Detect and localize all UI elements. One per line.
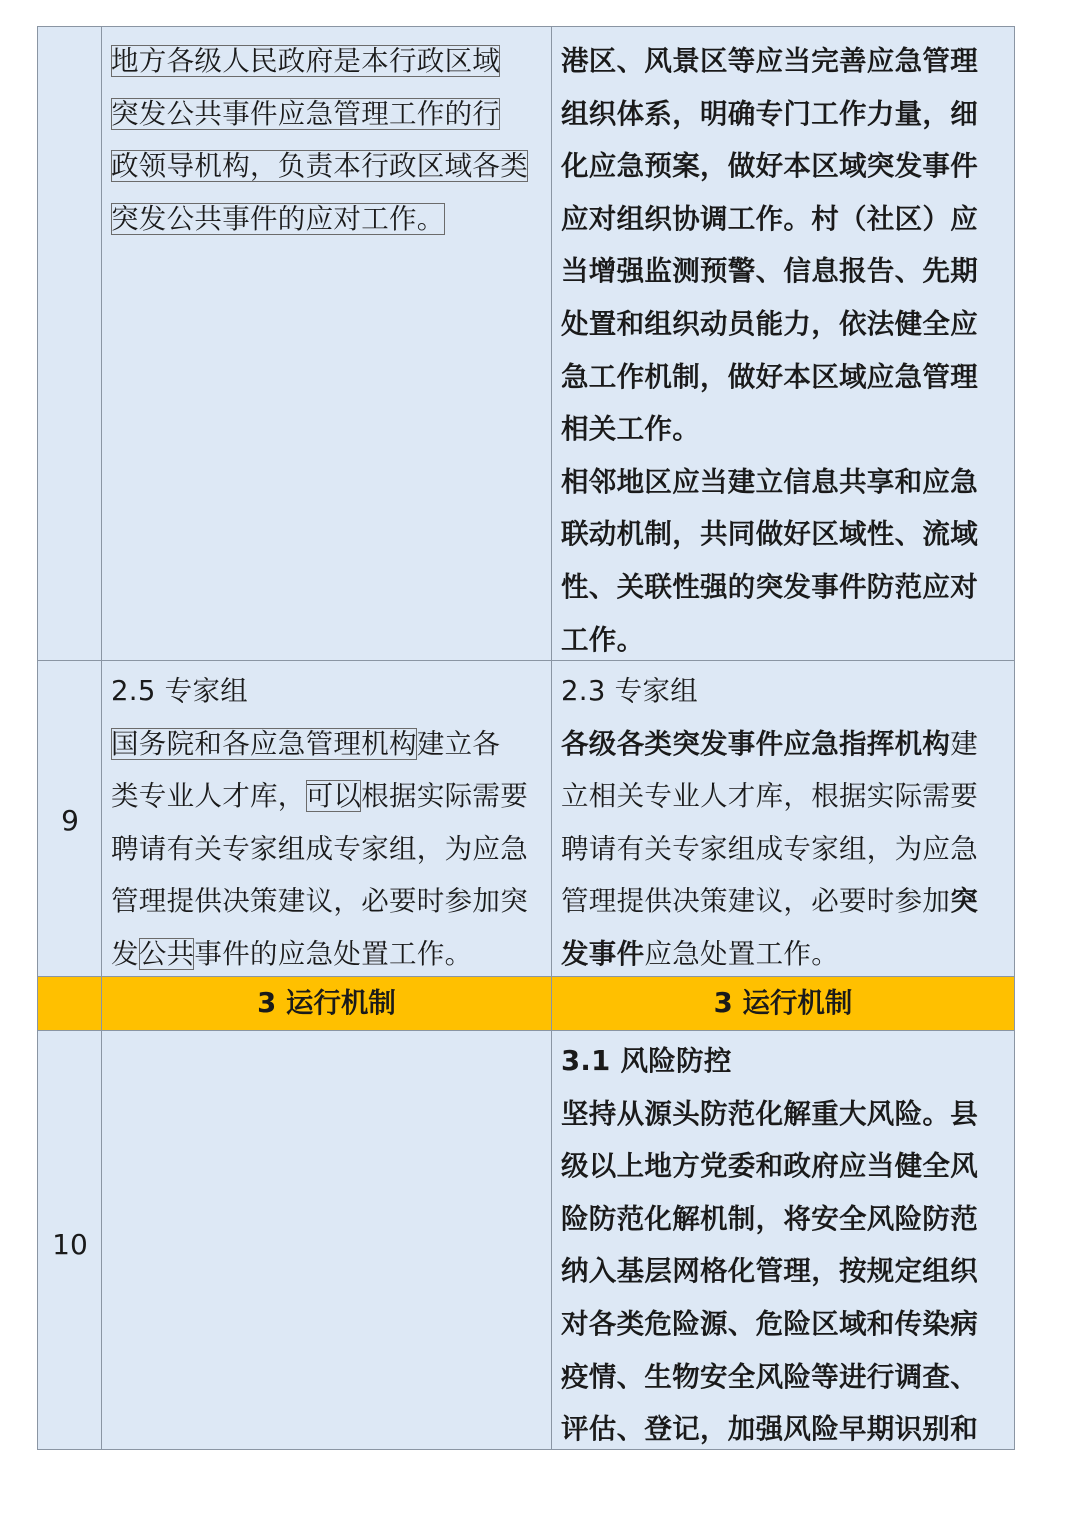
row8-right-line: 急工作机制，做好本区域应急管理 — [561, 360, 978, 393]
row9-left-text: 发 — [111, 937, 139, 970]
row9-left-text: 管理提供决策建议，必要时参加突 — [111, 885, 528, 918]
row8-right-line: 组织体系，明确专门工作力量，细 — [561, 97, 978, 130]
row8-right-cell — [561, 35, 1007, 666]
row9-right-text: 立相关专业人才库，根据实际需要 — [561, 780, 978, 813]
row8-right-line: 处置和组织动员能力，依法健全应 — [561, 307, 978, 340]
row-divider — [38, 1030, 1014, 1031]
row8-right-line: 性、关联性强的突发事件防范应对 — [561, 570, 978, 603]
row9-left-heading: 2.5 专家组 — [111, 675, 249, 707]
section-title-left: 3 运行机制 — [257, 987, 396, 1019]
row8-left-cell — [111, 35, 545, 245]
row10-right-cell — [561, 1035, 1007, 1456]
row9-right-text: 管理提供决策建议，必要时参加 — [561, 885, 951, 918]
row9-left-text: 建立各 — [416, 727, 501, 760]
row9-left-text: 事件的应急处置工作。 — [194, 937, 473, 970]
row10-right-line: 险防范化解机制，将安全风险防范 — [561, 1202, 978, 1235]
row9-right-heading: 2.3 专家组 — [561, 675, 699, 707]
row9-left-text: 类专业人才库， — [111, 780, 306, 813]
row8-right-line: 当增强监测预警、信息报告、先期 — [561, 255, 978, 288]
row8-right-line: 工作。 — [561, 623, 645, 656]
row-number: 10 — [52, 1228, 88, 1261]
row9-left-text: 国务院和各应急管理机构 — [111, 727, 417, 760]
row9-right-text: 应急处置工作。 — [644, 937, 840, 970]
row8-left-line: 突发公共事件应急管理工作的行 — [111, 97, 501, 130]
row9-left-text: 可以 — [305, 780, 362, 813]
row8-right-line: 联动机制，共同做好区域性、流域 — [561, 518, 978, 551]
row9-right-text: 各级各类突发事件应急指挥机构 — [561, 727, 951, 760]
row9-right-cell — [561, 665, 1007, 981]
row10-right-line: 纳入基层网格化管理，按规定组织 — [561, 1255, 978, 1288]
row8-right-line: 应对组织协调工作。村（社区）应 — [561, 202, 978, 235]
row10-right-line: 评估、登记，加强风险早期识别和 — [561, 1413, 978, 1446]
row8-right-line: 相邻地区应当建立信息共享和应急 — [561, 465, 978, 498]
column-divider — [551, 27, 552, 1449]
row10-right-heading: 3.1 风险防控 — [561, 1045, 732, 1077]
row9-right-text: 突 — [950, 885, 979, 918]
row10-right-line: 级以上地方党委和政府应当健全风 — [561, 1150, 978, 1183]
row9-right-text: 建 — [950, 727, 979, 760]
row9-left-cell — [111, 665, 545, 981]
row9-left-text: 聘请有关专家组成专家组，为应急 — [111, 832, 528, 865]
row9-left-text: 根据实际需要 — [361, 780, 529, 813]
row8-right-line: 港区、风景区等应当完善应急管理 — [561, 45, 978, 77]
row8-right-line: 相关工作。 — [561, 413, 700, 446]
comparison-table — [37, 26, 1015, 1450]
section-title-right: 3 运行机制 — [713, 987, 853, 1019]
row8-left-line: 突发公共事件的应对工作。 — [111, 202, 445, 235]
row9-right-text: 聘请有关专家组成专家组，为应急 — [561, 832, 978, 865]
row8-left-line: 地方各级人民政府是本行政区域 — [111, 45, 501, 77]
row8-left-line: 政领导机构，负责本行政区域各类 — [111, 150, 528, 183]
row10-right-line: 疫情、生物安全风险等进行调查、 — [561, 1360, 978, 1393]
row10-right-line: 坚持从源头防范化解重大风险。县 — [561, 1097, 978, 1130]
row8-right-line: 化应急预案，做好本区域突发事件 — [561, 150, 978, 183]
row9-right-text: 发事件 — [561, 937, 645, 970]
row10-right-line: 对各类危险源、危险区域和传染病 — [561, 1307, 978, 1340]
row9-left-text: 公共 — [138, 937, 195, 970]
row-number: 9 — [61, 804, 79, 837]
